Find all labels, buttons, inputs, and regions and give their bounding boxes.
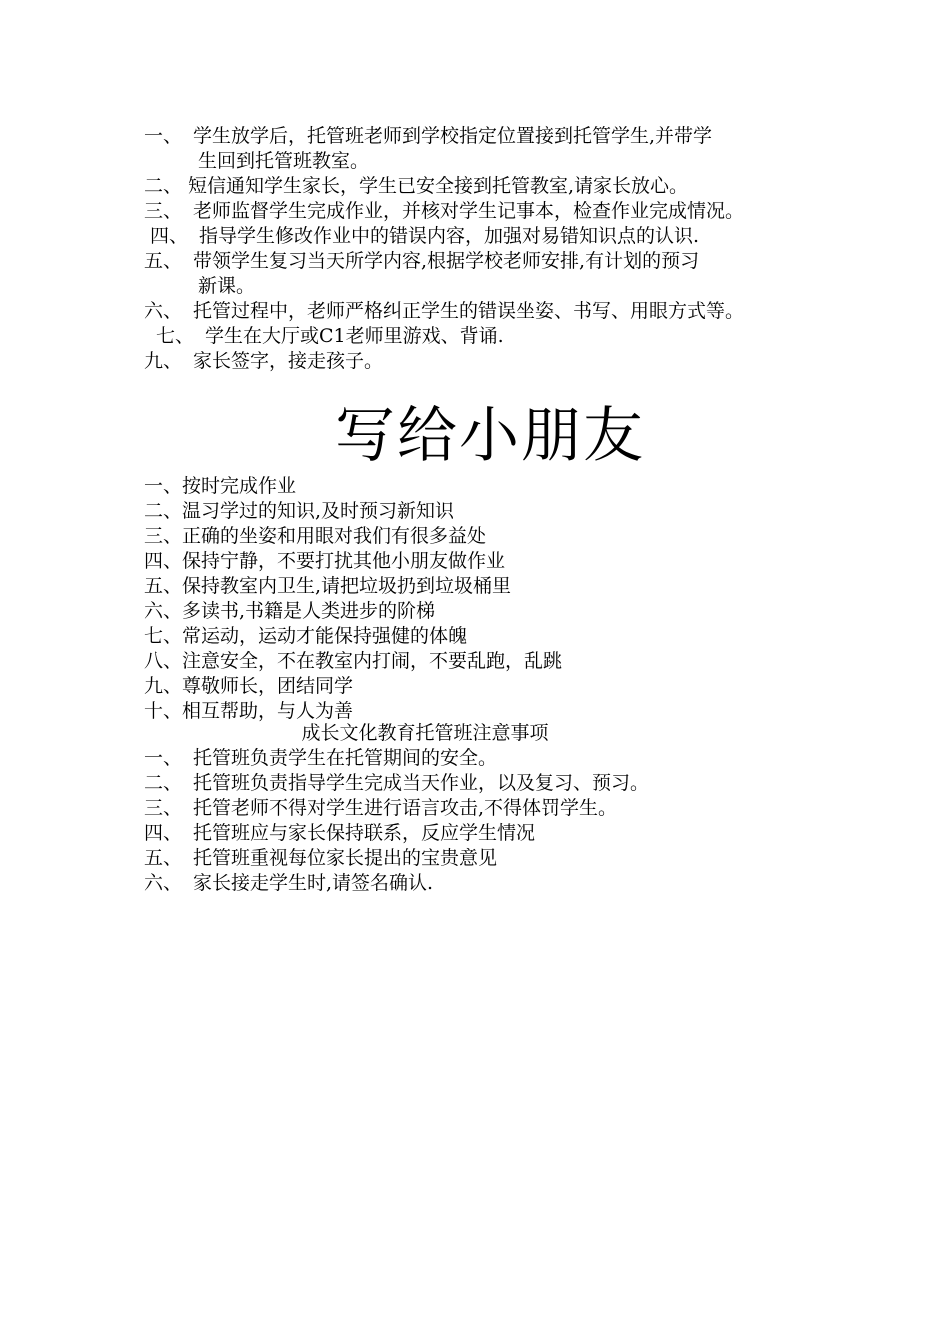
procedure-item <box>144 174 688 199</box>
item-number: 一、 <box>144 125 183 147</box>
procedure-item <box>144 349 383 374</box>
item-number: 九、 <box>144 350 183 372</box>
procedure-item <box>150 224 699 249</box>
notice-item <box>144 821 535 846</box>
item-number: 五、 <box>144 250 183 272</box>
children-rule-item: 四、保持宁静，不要打扰其他小朋友做作业 <box>144 550 506 572</box>
section-title-for-children: 写给小朋友 <box>335 401 645 471</box>
item-text: 家长接走学生时,请签名确认. <box>193 872 434 894</box>
item-text: 短信通知学生家长，学生已安全接到托管教室,请家长放心。 <box>188 175 689 197</box>
item-number: 二、 <box>144 175 183 197</box>
item-text: 托管班应与家长保持联系，反应学生情况 <box>193 822 536 844</box>
children-rule-item: 七、常运动，运动才能保持强健的体魄 <box>144 625 468 647</box>
children-rule-item: 五、保持教室内卫生,请把垃圾扔到垃圾桶里 <box>144 575 512 597</box>
item-number: 六、 <box>144 300 183 322</box>
children-rule-item: 二、温习学过的知识,及时预习新知识 <box>144 500 455 522</box>
item-text: 新课。 <box>198 275 256 297</box>
notice-item <box>144 846 497 871</box>
procedure-item-continuation <box>198 274 255 299</box>
children-rule-item: 三、正确的坐姿和用眼对我们有很多益处 <box>144 525 487 547</box>
item-number: 七、 <box>156 325 195 347</box>
item-text: 托管班负责指导学生完成当天作业，以及复习、预习。 <box>193 772 650 794</box>
section-title-notices: 成长文化教育托管班注意事项 <box>301 722 549 744</box>
item-number: 三、 <box>144 797 183 819</box>
item-text: 指导学生修改作业中的错误内容，加强对易错知识点的认识. <box>199 225 700 247</box>
item-text: 带领学生复习当天所学内容,根据学校老师安排,有计划的预习 <box>193 250 700 272</box>
item-number: 三、 <box>144 200 183 222</box>
item-text: 托管老师不得对学生进行语言攻击,不得体罚学生。 <box>193 797 618 819</box>
procedure-item <box>156 324 504 349</box>
item-text: 托管班重视每位家长提出的宝贵意见 <box>193 847 498 869</box>
procedure-item <box>144 199 744 224</box>
item-text: 托管班负责学生在托管期间的安全。 <box>193 747 498 769</box>
item-number: 二、 <box>144 772 183 794</box>
children-rule-item: 九、尊敬师长，团结同学 <box>144 675 354 697</box>
procedure-item <box>144 124 712 149</box>
children-rule-item: 一、按时完成作业 <box>144 475 297 497</box>
children-rule-item: 六、多读书,书籍是人类进步的阶梯 <box>144 600 436 622</box>
item-text: 家长签字，接走孩子。 <box>193 350 384 372</box>
notice-item <box>144 871 433 896</box>
item-number: 四、 <box>144 822 183 844</box>
children-rule-item: 十、相互帮助，与人为善 <box>144 700 354 722</box>
procedure-item-continuation <box>198 149 369 174</box>
notice-item <box>144 796 617 821</box>
children-rule-item: 八、注意安全，不在教室内打闹，不要乱跑，乱跳 <box>144 650 563 672</box>
procedure-item <box>144 299 744 324</box>
item-number: 四、 <box>150 225 189 247</box>
item-number: 一、 <box>144 747 183 769</box>
notice-item <box>144 746 497 771</box>
item-number: 五、 <box>144 847 183 869</box>
item-text: 学生在大厅或C1老师里游戏、背诵. <box>205 325 504 347</box>
item-text: 学生放学后，托管班老师到学校指定位置接到托管学生,并带学 <box>193 125 713 147</box>
notice-item <box>144 771 649 796</box>
item-text: 老师监督学生完成作业，并核对学生记事本，检查作业完成情况。 <box>193 200 745 222</box>
procedure-item <box>144 249 699 274</box>
item-number: 六、 <box>144 872 183 894</box>
item-text: 生回到托管班教室。 <box>198 150 370 172</box>
item-text: 托管过程中，老师严格纠正学生的错误坐姿、书写、用眼方式等。 <box>193 300 745 322</box>
